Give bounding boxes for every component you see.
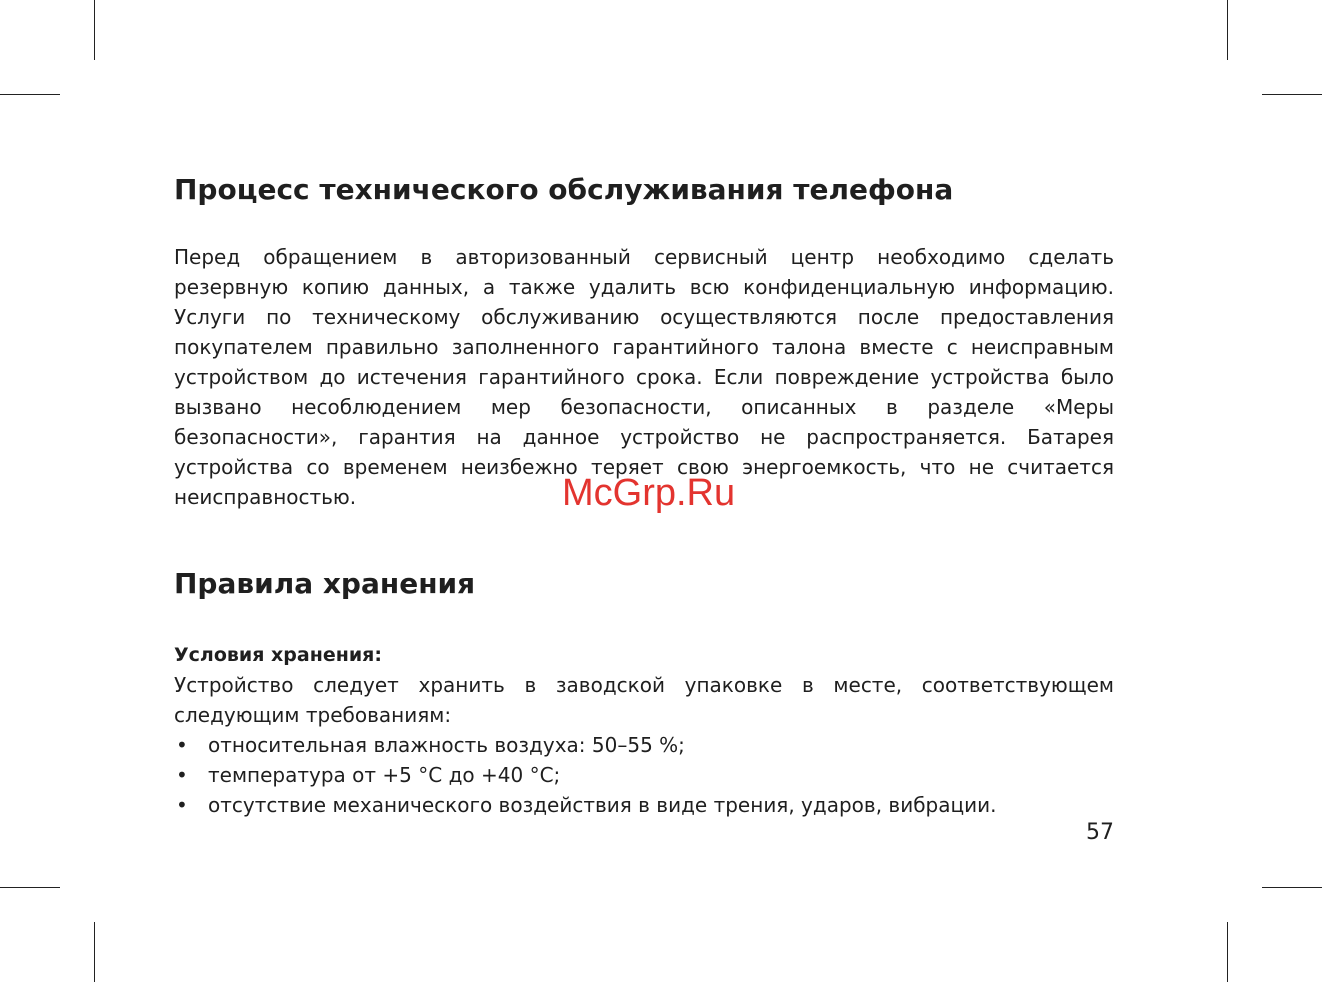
bullet-icon: • — [176, 793, 188, 817]
maintenance-paragraph: Перед обращением в авторизованный сервисный центр необходимо сделать резервную копию данных, а также удалить всю конфиденциальную информацию. Услуги по техническому обслуживанию осуществляются после предоставления покупателем правильно заполненного гарантийного талона вместе с неисправным устройством до истечения гарантийного срока. Если повреждение устройства было вызвано несоблюдением мер безопасности, описанных в разделе «Меры безопасности», гарантия на данное устройство не распространяется. Батарея устройства со временем неизбежно теряет свою энергоемкость, что не считается неисправностью. — [174, 245, 1114, 509]
crop-mark-top-right-vertical — [1227, 0, 1228, 60]
list-item — [174, 790, 1114, 820]
bullet-icon: • — [176, 763, 188, 787]
crop-mark-bottom-right-vertical — [1227, 922, 1228, 982]
list-item — [174, 730, 1114, 760]
crop-mark-bottom-right-horizontal — [1262, 887, 1322, 888]
list-item — [174, 760, 1114, 790]
crop-mark-top-right-horizontal — [1262, 94, 1322, 95]
list-item-text: отсутствие механического воздействия в виде трения, ударов, вибрации. — [208, 793, 997, 817]
bullet-icon: • — [176, 733, 188, 757]
storage-section — [174, 564, 1114, 820]
storage-intro-paragraph: Устройство следует хранить в заводской упаковке в месте, соответствующем следующим требованиям: — [174, 673, 1114, 727]
page-number: 57 — [1086, 820, 1114, 845]
crop-mark-bottom-left-vertical — [94, 922, 95, 982]
watermark-logo: McGrp.Ru — [562, 472, 736, 514]
storage-requirements-list — [174, 730, 1114, 820]
list-item-text: относительная влажность воздуха: 50–55 %; — [208, 733, 685, 757]
list-item-text: температура от +5 °С до +40 °С; — [208, 763, 561, 787]
storage-conditions-subheading: Условия хранения: — [174, 644, 382, 666]
crop-mark-bottom-left-horizontal — [0, 887, 60, 888]
crop-mark-top-left-horizontal — [0, 94, 60, 95]
crop-mark-top-left-vertical — [94, 0, 95, 60]
section-title-maintenance: Процесс технического обслуживания телефона — [174, 173, 954, 206]
section-title-storage: Правила хранения — [174, 567, 476, 600]
